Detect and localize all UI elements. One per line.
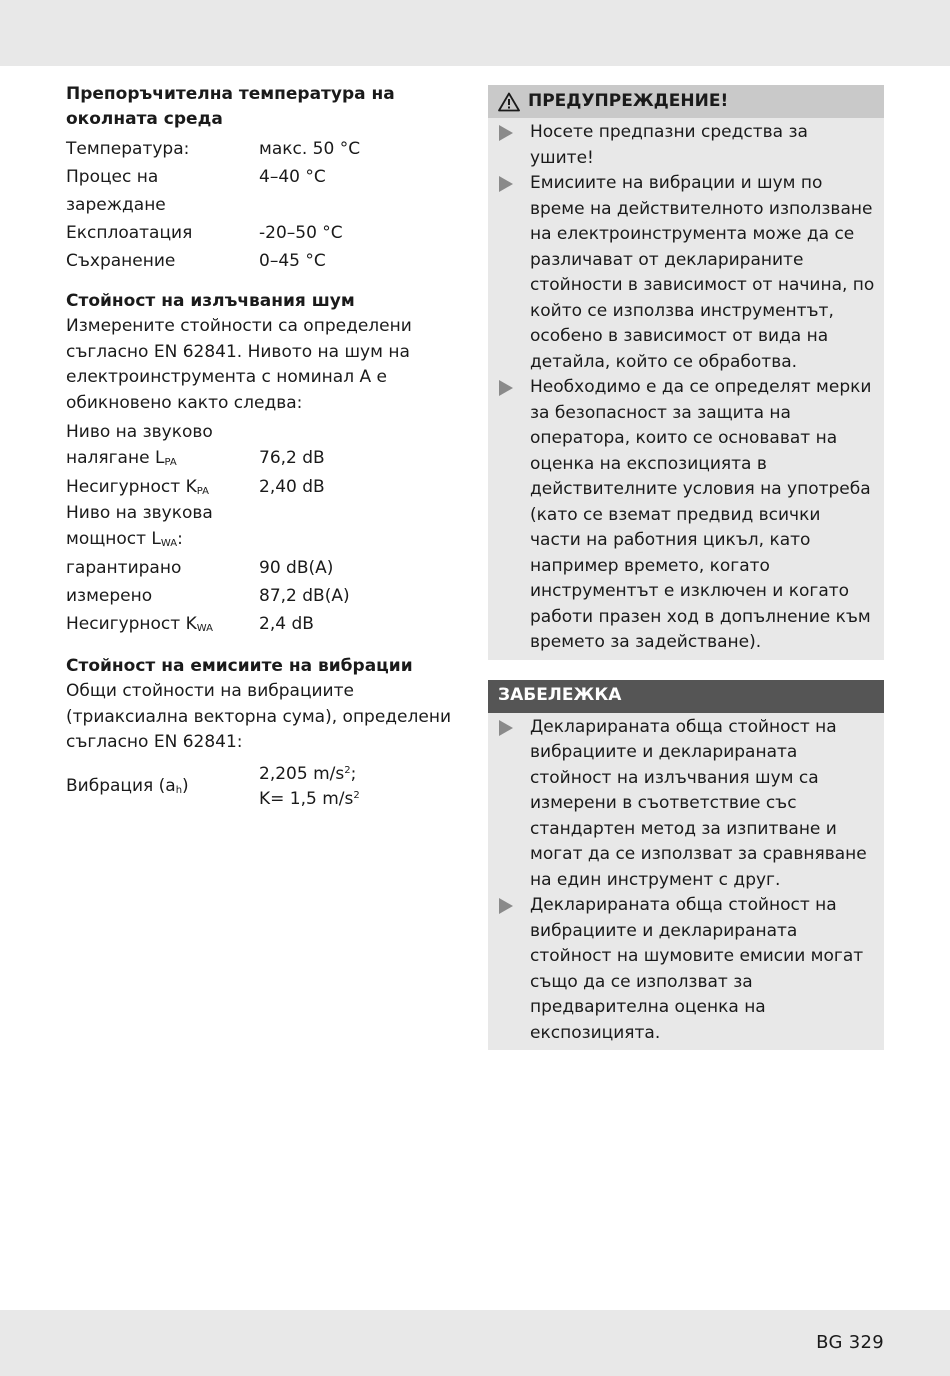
vibration-table	[66, 762, 360, 813]
left-column	[66, 82, 458, 813]
note-box	[488, 680, 884, 1051]
bullet-arrow-icon	[499, 380, 513, 396]
temp-table	[66, 135, 360, 275]
table-row: измерено 87,2 dB(A)	[66, 586, 350, 606]
warning-triangle-icon	[498, 92, 520, 112]
vibration-heading: Стойност на емисиите на вибрации	[66, 656, 413, 676]
list-item: Емисиите на вибрации и шум по време на действителното използване на електроинструмента може да се различават от декларираните стойности в зависимост от начина, по който се използва инструментът, особено в зависимост от вида на детайла, който се обработва.	[488, 171, 884, 375]
table-row: Несигурност $K_{PA}$ 2,40 dB	[66, 477, 325, 497]
note-header	[488, 680, 884, 713]
bullet-arrow-icon	[499, 720, 513, 736]
noise-heading: Стойност на излъчвания шум	[66, 291, 355, 311]
header-band	[0, 0, 950, 66]
warning-header	[488, 85, 884, 118]
warning-box	[488, 85, 884, 660]
note-title: ЗАБЕЛЕЖКА	[498, 685, 622, 706]
table-row: Съхранение 0–45 °C	[66, 251, 326, 271]
table-row: Експлоатация -20–50 °C	[66, 223, 343, 243]
right-column	[488, 85, 884, 1050]
table-row: Несигурност $K_{WA}$ 2,4 dB	[66, 614, 314, 634]
warning-title: ПРЕДУПРЕЖДЕНИЕ!	[528, 90, 729, 111]
bullet-arrow-icon	[499, 898, 513, 914]
temp-heading: Препоръчителна температура на околната среда	[66, 84, 395, 129]
bullet-arrow-icon	[499, 176, 513, 192]
list-item: Необходимо е да се определят мерки за безопасност за защита на оператора, които се основават на оценка на експозицията в действителните условия на употреба (като се вземат предвид всички части на работния цикъл, като например времето, когато инструментът е изключен и когато работи празен ход в допълнение към времето за задействане).	[488, 375, 884, 656]
note-list	[488, 713, 884, 1047]
bullet-arrow-icon	[499, 125, 513, 141]
list-item: Носете предпазни средства за ушите!	[488, 120, 884, 171]
noise-table	[66, 420, 350, 638]
table-row: Вибрация $(a_h)$ 2,205 $m/s^2$; K= 1,5 $m/s^2$	[66, 763, 360, 809]
list-item: Декларираната обща стойност на вибрациите и декларираната стойност на шумовите емисии могат също да се използват за предварителна оценка на експозицията.	[488, 893, 884, 1046]
table-row: гарантирано 90 dB(A)	[66, 558, 334, 578]
warning-list	[488, 118, 884, 656]
table-row: Температура: макс. 50 °C	[66, 139, 361, 159]
table-row: Процес на зареждане 4–40 °C	[66, 167, 326, 215]
table-row: Ниво на звуково налягане $L_{PA}$ 76,2 dB	[66, 422, 325, 468]
footer-band	[0, 1310, 950, 1376]
page-number: BG 329	[816, 1332, 884, 1353]
table-row: Ниво на звукова мощност $L_{WA}$:	[66, 503, 213, 549]
vibration-intro: Общи стойности на вибрациите (триаксиална векторна сума), определени съгласно EN 62841:	[66, 681, 452, 752]
noise-intro: Измерените стойности са определени съгласно EN 62841. Нивото на шум на електроинструмента с номинал A е обикновено както следва:	[66, 316, 412, 413]
list-item: Декларираната обща стойност на вибрациите и декларираната стойност на излъчвания шум са измерени в съответствие със стандартен метод за изпитване и могат да се използват за сравняване на един инструмент с друг.	[488, 715, 884, 894]
